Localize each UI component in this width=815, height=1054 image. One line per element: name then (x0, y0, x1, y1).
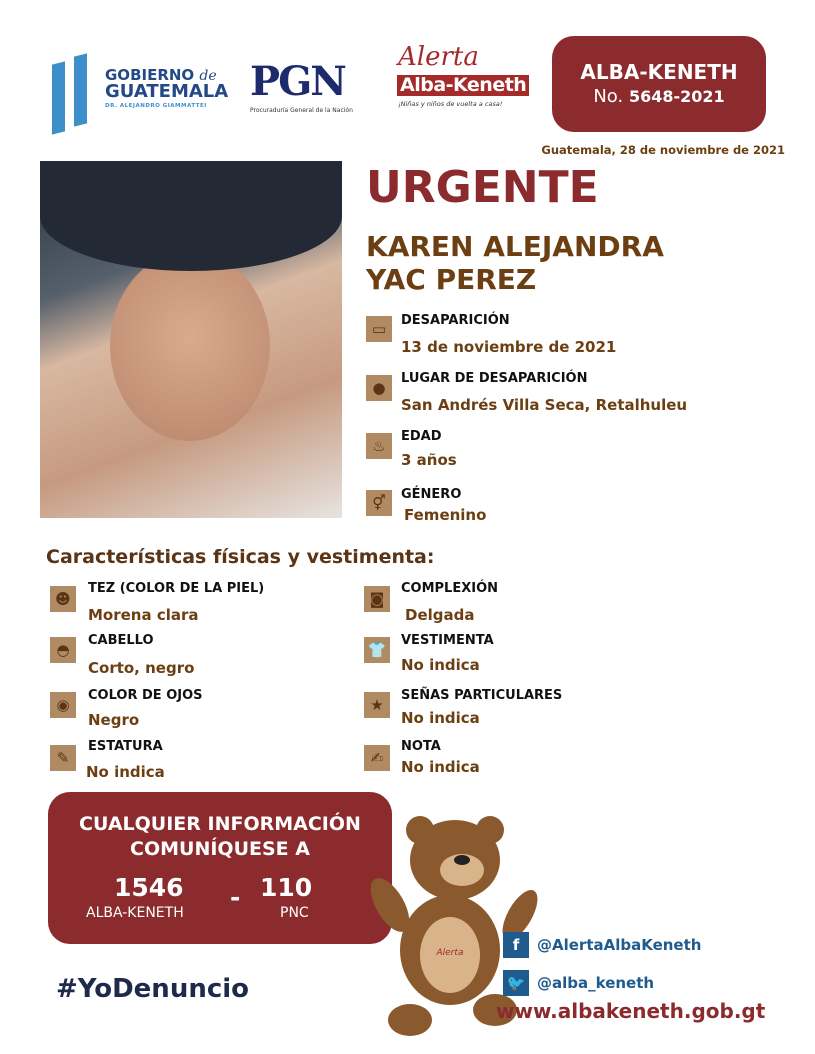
case-title: ALBA-KENETH (580, 60, 738, 84)
phone-alba-keneth-label: ALBA-KENETH (86, 905, 184, 921)
gender-icon: ⚥ (366, 490, 392, 516)
missing-child-photo (40, 161, 342, 518)
star-icon: ★ (364, 692, 390, 718)
name-line2: YAC PEREZ (366, 263, 537, 297)
detail-label: GÉNERO (401, 487, 462, 502)
case-no-label: No. (593, 86, 624, 107)
twitter-handle: @alba_keneth (537, 974, 655, 992)
pgn-logo: PGN (250, 58, 345, 105)
nota-value: No indica (401, 758, 480, 776)
facebook-icon: f (503, 932, 529, 958)
nota-label: NOTA (401, 739, 441, 754)
contact-line2: COMUNÍQUESE A (130, 837, 310, 860)
senas-value: No indica (401, 709, 480, 727)
twitter-icon: 🐦 (503, 970, 529, 996)
detail-value: 13 de noviembre de 2021 (401, 338, 617, 356)
phone-alba-keneth[interactable]: 1546 (114, 873, 184, 902)
senas-label: SEÑAS PARTICULARES (401, 688, 563, 703)
missing-person-name (366, 230, 664, 296)
complexion-value: Delgada (405, 606, 475, 624)
head-icon: ☻ (50, 586, 76, 612)
shirt-icon: 👕 (364, 637, 390, 663)
alerta-logo: Alerta (398, 42, 479, 72)
hashtag: #YoDenuncio (56, 974, 250, 1004)
urgent-title: URGENTE (366, 162, 599, 213)
gob-line2: GUATEMALA (105, 81, 229, 102)
alba-keneth-logo: Alba-Keneth (397, 75, 529, 96)
ojos-value: Negro (88, 711, 140, 729)
gob-line1: GOBIERNO (105, 66, 195, 84)
vestimenta-label: VESTIMENTA (401, 633, 494, 648)
phone-pnc-label: PNC (280, 905, 309, 921)
bear-logo-text: Alerta (436, 948, 464, 958)
cabello-label: CABELLO (88, 633, 154, 648)
scale-icon: ◙ (364, 586, 390, 612)
tez-label: TEZ (COLOR DE LA PIEL) (88, 581, 265, 596)
detail-value: San Andrés Villa Seca, Retalhuleu (401, 396, 688, 414)
calendar-icon: ▭ (366, 316, 392, 342)
gobierno-logo (105, 68, 228, 110)
detail-label: EDAD (401, 429, 442, 444)
contact-line1: CUALQUIER INFORMACIÓN (79, 813, 361, 835)
contact-box (48, 792, 392, 944)
name-line1: KAREN ALEJANDRA (366, 230, 664, 263)
alba-slogan: ¡Niñas y niños de vuelta a casa! (398, 100, 503, 108)
pgn-subtitle: Procuraduría General de la Nación (250, 107, 353, 114)
phone-separator: - (230, 883, 241, 912)
gob-de: de (199, 68, 217, 84)
gobierno-logo-bars (52, 55, 92, 130)
cake-icon: ♨ (366, 433, 392, 459)
gob-line3: DR. ALEJANDRO GIAMMATTEI (105, 103, 207, 109)
ojos-label: COLOR DE OJOS (88, 688, 203, 703)
twitter-link[interactable] (503, 970, 654, 996)
eye-icon: ◉ (50, 692, 76, 718)
case-badge (552, 36, 766, 132)
complexion-label: COMPLEXIÓN (401, 581, 499, 596)
facebook-handle: @AlertaAlbaKeneth (537, 936, 702, 954)
tez-value: Morena clara (88, 606, 199, 624)
detail-label: DESAPARICIÓN (401, 313, 510, 328)
issue-date: Guatemala, 28 de noviembre de 2021 (541, 143, 785, 157)
ruler-icon: ✎ (50, 745, 76, 771)
hair-icon: ◓ (50, 637, 76, 663)
vestimenta-value: No indica (401, 656, 480, 674)
physical-section-title: Características físicas y vestimenta: (46, 546, 435, 568)
detail-label: LUGAR DE DESAPARICIÓN (401, 371, 588, 386)
location-pin-icon: ● (366, 375, 392, 401)
website-link[interactable]: www.albakeneth.gob.gt (496, 999, 766, 1023)
phone-pnc[interactable]: 110 (260, 873, 313, 902)
facebook-link[interactable] (503, 932, 701, 958)
cabello-value: Corto, negro (88, 659, 195, 677)
note-icon: ✍ (364, 745, 390, 771)
detail-value: 3 años (401, 451, 457, 469)
detail-value: Femenino (404, 506, 487, 524)
case-number: 5648-2021 (628, 87, 725, 106)
estatura-label: ESTATURA (88, 739, 163, 754)
estatura-value: No indica (86, 763, 165, 781)
